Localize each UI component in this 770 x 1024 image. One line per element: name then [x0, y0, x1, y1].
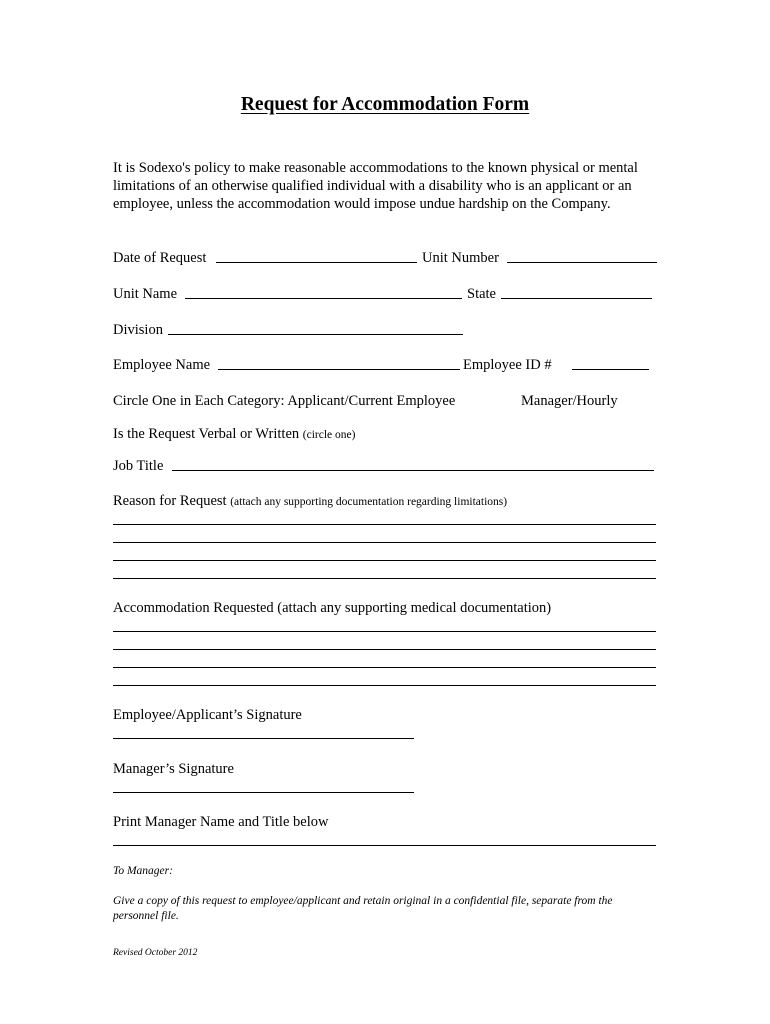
unit-number-label: Unit Number: [422, 250, 499, 266]
verbal-written-label: [113, 425, 355, 444]
print-manager-field[interactable]: [113, 845, 656, 846]
reason-line-1[interactable]: [113, 524, 656, 525]
reason-line-2[interactable]: [113, 542, 656, 543]
accommodation-line-4[interactable]: [113, 685, 656, 686]
employee-name-field[interactable]: [218, 369, 460, 370]
division-field[interactable]: [168, 334, 463, 335]
unit-number-field[interactable]: [507, 262, 657, 263]
policy-paragraph: It is Sodexo's policy to make reasonable accommodations to the known physical or mental limitations of an otherwise qualified individual with a disability who is an applicant or an employee, unless the accommodation would impose undue hardship on the Company.: [113, 160, 638, 212]
employee-id-label: Employee ID #: [463, 357, 552, 373]
unit-name-field[interactable]: [185, 298, 462, 299]
circle-one-category-label: Circle One in Each Category: Applicant/Current Employee: [113, 393, 456, 409]
manager-signature-label: Manager’s Signature: [113, 761, 234, 777]
employee-signature-field[interactable]: [113, 738, 414, 739]
print-manager-label: Print Manager Name and Title below: [113, 814, 329, 830]
job-title-label: Job Title: [113, 458, 164, 474]
division-label: Division: [113, 322, 163, 338]
employee-signature-label: Employee/Applicant’s Signature: [113, 707, 302, 723]
employee-name-label: Employee Name: [113, 357, 211, 373]
accommodation-label: Accommodation Requested (attach any supporting medical documentation): [113, 600, 552, 616]
form-title: Request for Accommodation Form: [240, 94, 530, 115]
reason-label: [113, 492, 507, 511]
revised-date: Revised October 2012: [113, 948, 198, 958]
employee-id-field[interactable]: [572, 369, 649, 370]
accommodation-line-1[interactable]: [113, 631, 656, 632]
date-of-request-label: Date of Request: [113, 250, 207, 266]
accommodation-line-2[interactable]: [113, 649, 656, 650]
circle-one-note: (circle one): [302, 429, 356, 441]
unit-name-label: Unit Name: [113, 286, 178, 302]
reason-line-4[interactable]: [113, 578, 656, 579]
job-title-field[interactable]: [172, 470, 654, 471]
state-label: State: [467, 286, 496, 302]
reason-text: Reason for Request: [113, 493, 227, 509]
date-of-request-field[interactable]: [216, 262, 417, 263]
manager-hourly-label: Manager/Hourly: [521, 393, 618, 409]
state-field[interactable]: [501, 298, 652, 299]
to-manager-heading: To Manager:: [113, 865, 173, 877]
manager-instruction: Give a copy of this request to employee/applicant and retain original in a confidential file, separate from the personnel file.: [113, 895, 613, 922]
reason-line-3[interactable]: [113, 560, 656, 561]
reason-note: (attach any supporting documentation regarding limitations): [230, 496, 508, 508]
verbal-written-text: Is the Request Verbal or Written: [113, 426, 300, 442]
accommodation-line-3[interactable]: [113, 667, 656, 668]
manager-signature-field[interactable]: [113, 792, 414, 793]
